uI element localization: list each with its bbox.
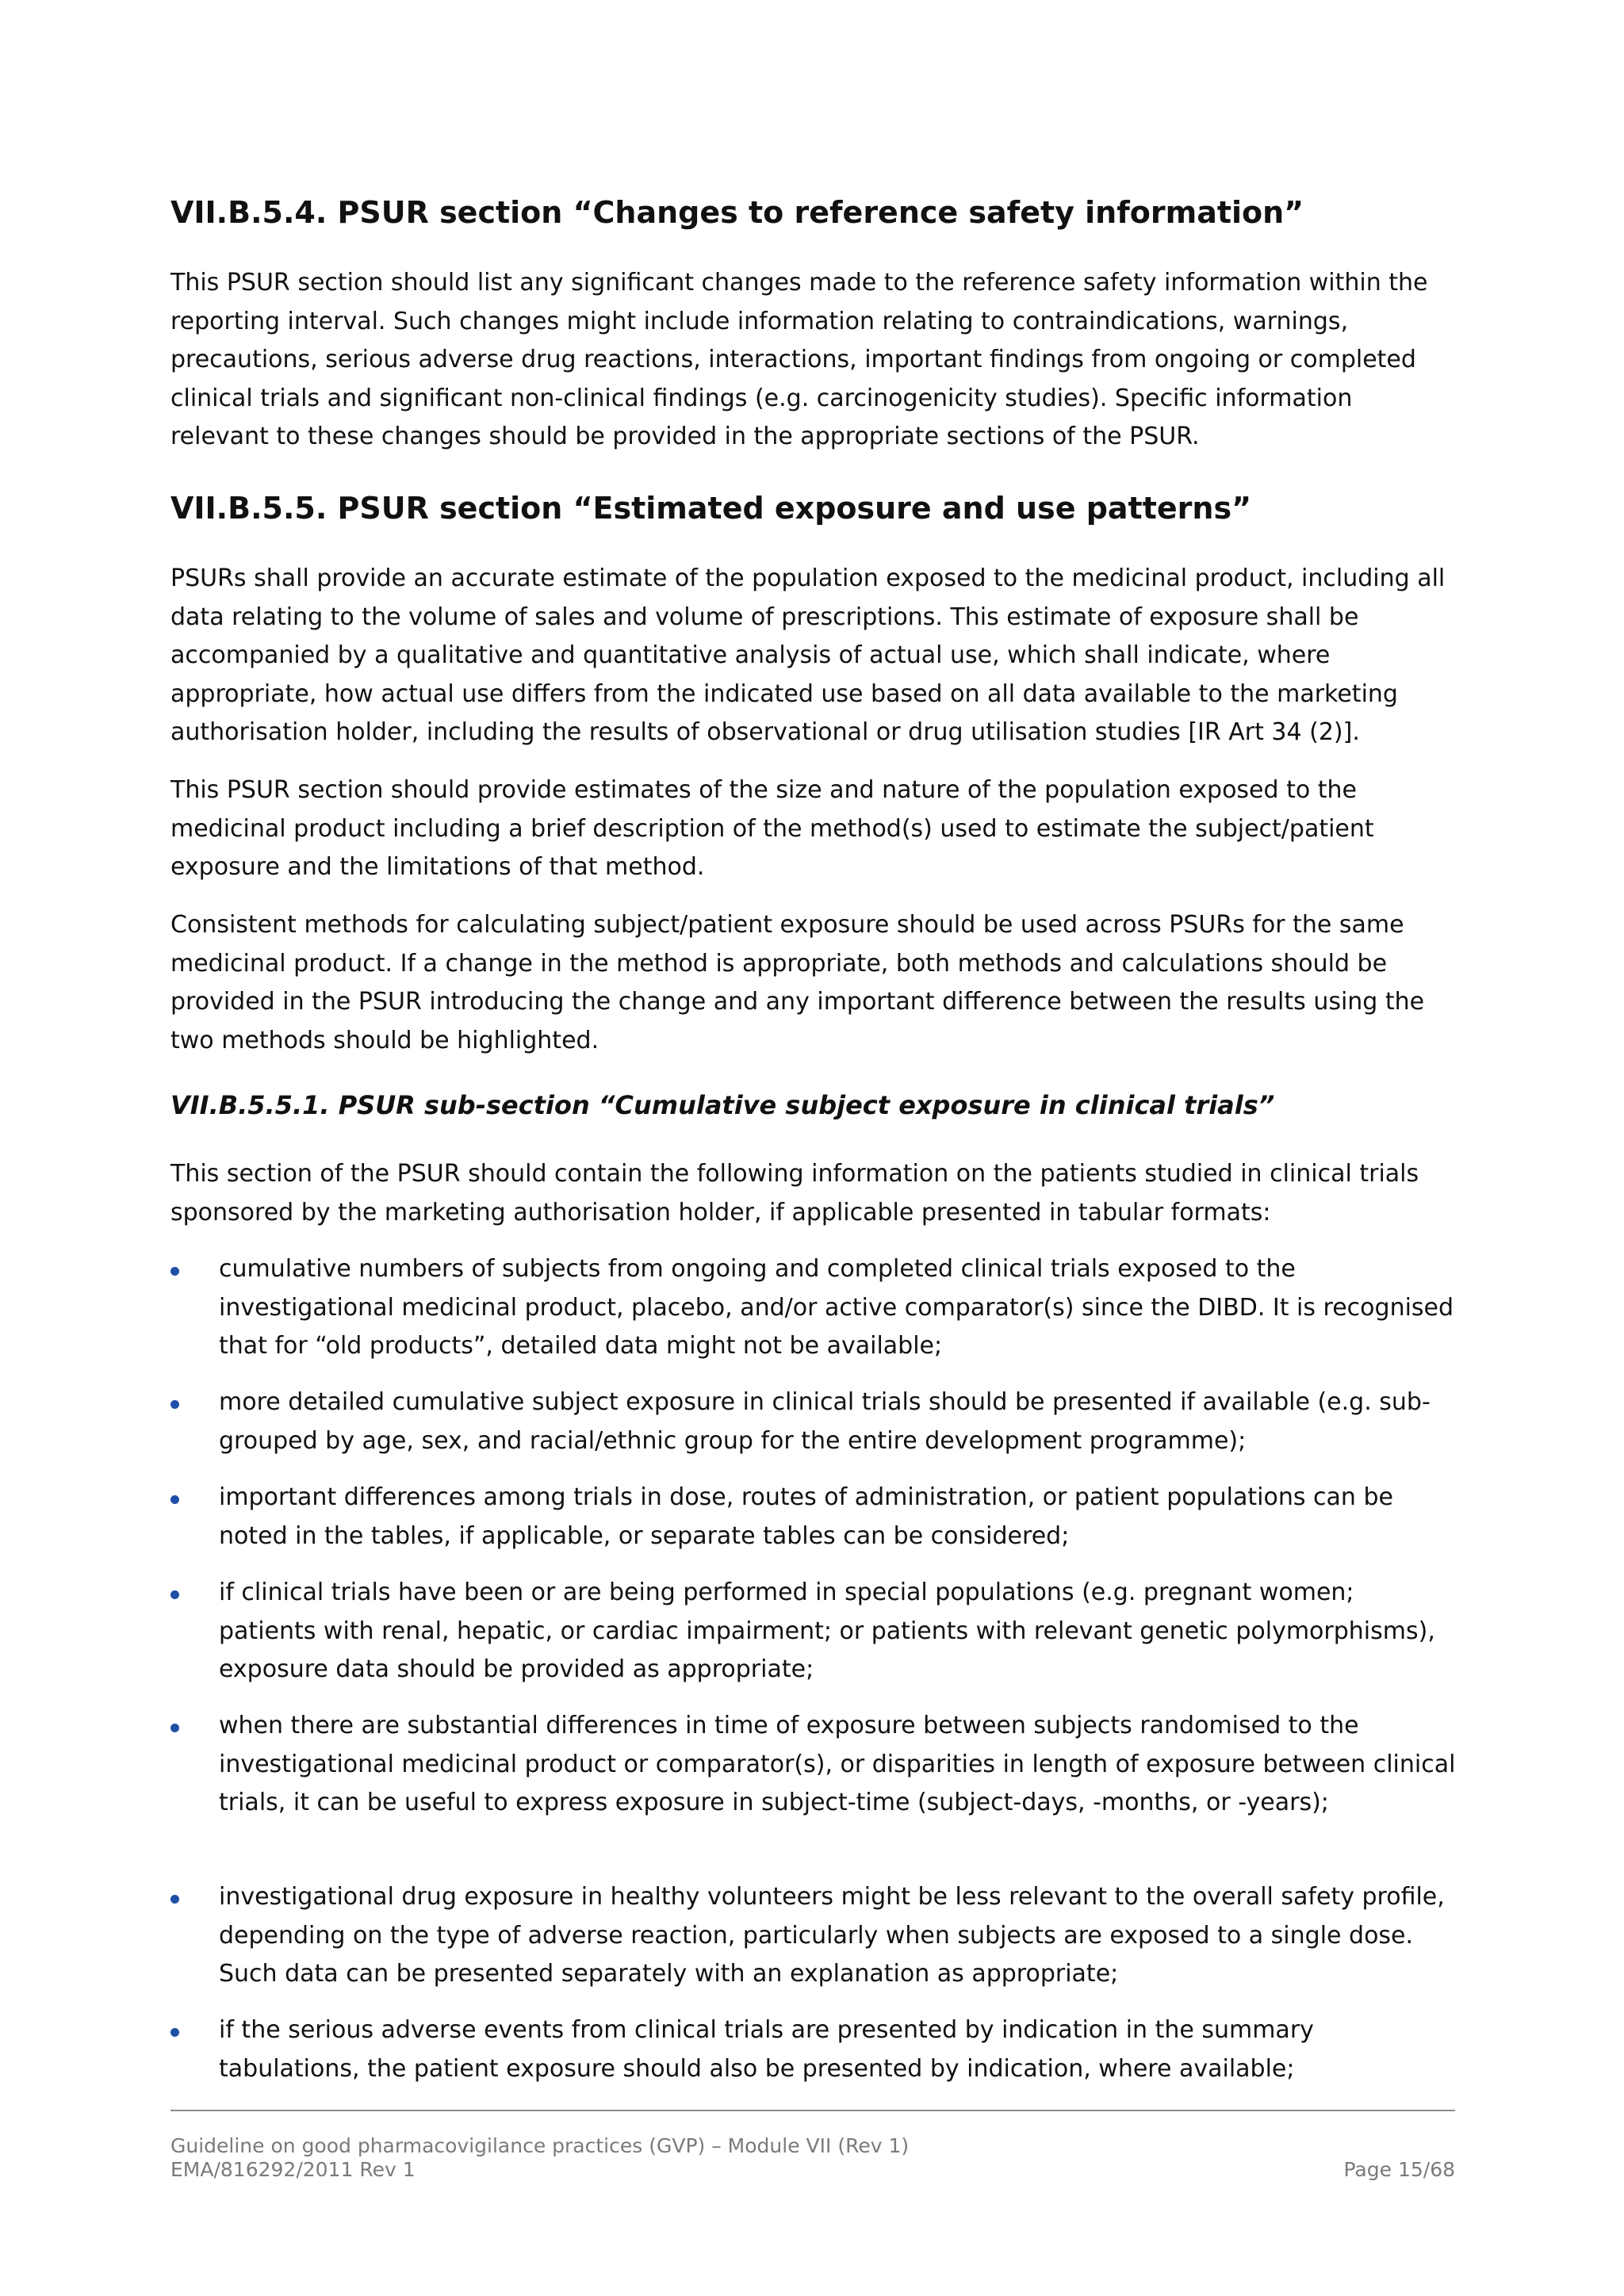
paragraph-reference-safety-changes: This PSUR section should list any significant changes made to the reference safety information within the reporting interval. Such changes might include information relating to contraindications, warnings, precautions, serious adverse drug reactions, interactions, important findings from ongoing or completed clinical trials and significant non-clinical findings (e.g. carcinogenicity studies). Specific information relevant to these changes should be provided in the appropriate sections of the PSUR. <box>170 269 1428 450</box>
bullet-icon <box>170 2028 179 2037</box>
paragraph-consistent-methods: Consistent methods for calculating subject/patient exposure should be used across PSURs for the same medicinal product. If a change in the method is appropriate, both methods and calculations should be provided in the PSUR introducing the change and any important difference between the results using the two methods should be highlighted. <box>170 911 1425 1054</box>
bullet-text: more detailed cumulative subject exposure in clinical trials should be presented if available (e.g. sub-grouped by age, sex, and racial/ethnic group for the entire development programme); <box>219 1388 1431 1455</box>
bullet-icon <box>170 1590 179 1599</box>
footer-document-reference: EMA/816292/2011 Rev 1 <box>170 2158 416 2181</box>
bullet-text: if clinical trials have been or are being performed in special populations (e.g. pregnant women; patients with renal, hepatic, or cardiac impairment; or patients with relevant genetic polymorphisms), exposure data should be provided as appropriate; <box>219 1578 1435 1683</box>
paragraph-population-estimates: This PSUR section should provide estimates of the size and nature of the population exposed to the medicinal product including a brief description of the method(s) used to estimate the subject/patient exposure and the limitations of that method. <box>170 776 1374 881</box>
bullet-icon <box>170 1495 179 1504</box>
bullet-icon <box>170 1400 179 1409</box>
bullet-text: cumulative numbers of subjects from ongoing and completed clinical trials exposed to the investigational medicinal product, placebo, and/or active comparator(s) since the DIBD. It is recognised that for “old products”, detailed data might not be available; <box>219 1255 1454 1360</box>
bullet-icon <box>170 1267 179 1276</box>
section-heading-vii-b-5-5: VII.B.5.5. PSUR section “Estimated exposure and use patterns” <box>170 491 1252 526</box>
bullet-icon <box>170 1895 179 1904</box>
bullet-text: when there are substantial differences in time of exposure between subjects randomised to the investigational medicinal product or comparator(s), or disparities in length of exposure between clinical trials, it can be useful to express exposure in subject-time (subject-days, -months, or -years); <box>219 1712 1456 1816</box>
bullet-text: important differences among trials in dose, routes of administration, or patient populations can be noted in the tables, if applicable, or separate tables can be considered; <box>219 1483 1393 1550</box>
footer-divider <box>170 2110 1455 2111</box>
bullet-text: investigational drug exposure in healthy volunteers might be less relevant to the overall safety profile, depending on the type of adverse reaction, particularly when subjects are exposed to a single dose. Such data can be presented separately with an explanation as appropriate; <box>219 1883 1445 1988</box>
section-heading-vii-b-5-4: VII.B.5.4. PSUR section “Changes to reference safety information” <box>170 195 1304 230</box>
footer-page-number: Page 15/68 <box>1343 2158 1455 2181</box>
subsection-heading-vii-b-5-5-1: VII.B.5.5.1. PSUR sub-section “Cumulative subject exposure in clinical trials” <box>170 1090 1275 1120</box>
bullet-icon <box>170 1724 179 1732</box>
footer-document-title: Guideline on good pharmacovigilance practices (GVP) – Module VII (Rev 1) <box>170 2134 910 2157</box>
paragraph-clinical-trials-intro: This section of the PSUR should contain the following information on the patients studied in clinical trials sponsored by the marketing authorisation holder, if applicable presented in tabular formats: <box>170 1160 1419 1226</box>
bullet-text: if the serious adverse events from clinical trials are presented by indication in the summary tabulations, the patient exposure should also be presented by indication, where available; <box>219 2016 1314 2083</box>
paragraph-exposure-estimate: PSURs shall provide an accurate estimate of the population exposed to the medicinal product, including all data relating to the volume of sales and volume of prescriptions. This estimate of exposure shall be accompanied by a qualitative and quantitative analysis of actual use, which shall indicate, where appropriate, how actual use differs from the indicated use based on all data available to the marketing authorisation holder, including the results of observational or drug utilisation studies [IR Art 34 (2)]. <box>170 564 1446 746</box>
